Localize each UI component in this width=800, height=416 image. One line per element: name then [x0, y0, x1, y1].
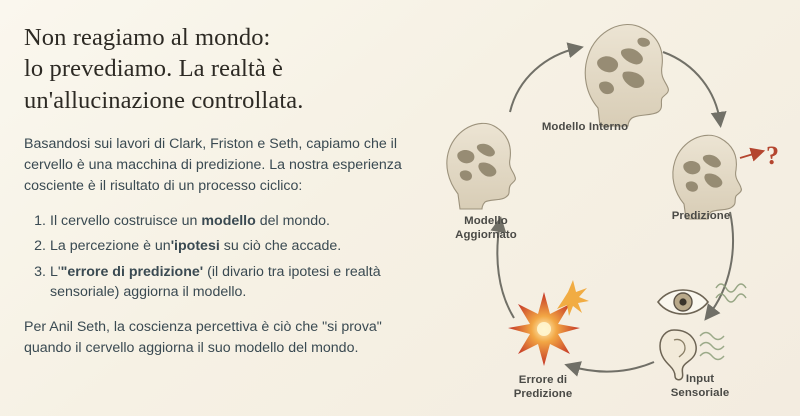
list-item	[34, 262, 404, 303]
question-mark-label: ?	[766, 141, 779, 170]
list-item-number: 3.	[34, 263, 46, 280]
prediction-arrow-icon	[740, 152, 760, 158]
head-with-world-map-icon	[585, 24, 668, 126]
node-label-predizione: Predizione	[671, 210, 731, 222]
list-item-number: 1.	[34, 212, 46, 229]
list-item-text: Il cervello costruisce un modello del mondo.	[50, 212, 330, 229]
node-label-modello-interno: Modello Interno	[541, 121, 629, 133]
node-label-input-sensoriale: Input Sensoriale	[670, 373, 730, 399]
list-item-number: 2.	[34, 238, 46, 255]
steps-list	[24, 211, 404, 303]
list-item-text: La percezione è un'ipotesi su ciò che accade.	[50, 238, 342, 255]
list-item	[34, 211, 404, 232]
curved-arrow-icon	[663, 52, 720, 122]
node-label-modello-aggiornato: Modello Aggiornato	[455, 215, 517, 241]
intro-paragraph: Basandosi sui lavori di Clark, Friston e Seth, capiamo che il cervello è una macchina di predizione. La nostra esperienza cosciente è il risultato di un processo ciclico:	[24, 136, 402, 194]
prediction-cycle-diagram	[408, 0, 800, 416]
text-column	[24, 22, 404, 359]
page-title: Non reagiamo al mondo: lo prevediamo. La realtà è un'allucinazione controllata.	[24, 24, 304, 114]
red-spark-burst-icon	[508, 280, 589, 366]
curved-arrow-icon	[510, 48, 578, 112]
curved-arrow-icon	[708, 212, 733, 316]
eye-ear-waves-icon	[658, 284, 746, 380]
cycle-arrows-graphic	[408, 0, 800, 416]
curved-arrow-icon	[570, 362, 654, 372]
head-with-question-mark-icon	[673, 135, 742, 219]
node-label-errore-predizione: Errore di Predizione	[513, 374, 573, 400]
list-item	[34, 236, 404, 257]
outro-paragraph: Per Anil Seth, la coscienza percettiva è ciò che "si prova" quando il cervello aggiorna il suo modello del mondo.	[24, 319, 382, 356]
head-with-world-map-icon	[447, 123, 516, 209]
list-item-text: L'"errore di predizione' (il divario tra ipotesi e realtà sensoriale) aggiorna il modello.	[50, 263, 381, 301]
